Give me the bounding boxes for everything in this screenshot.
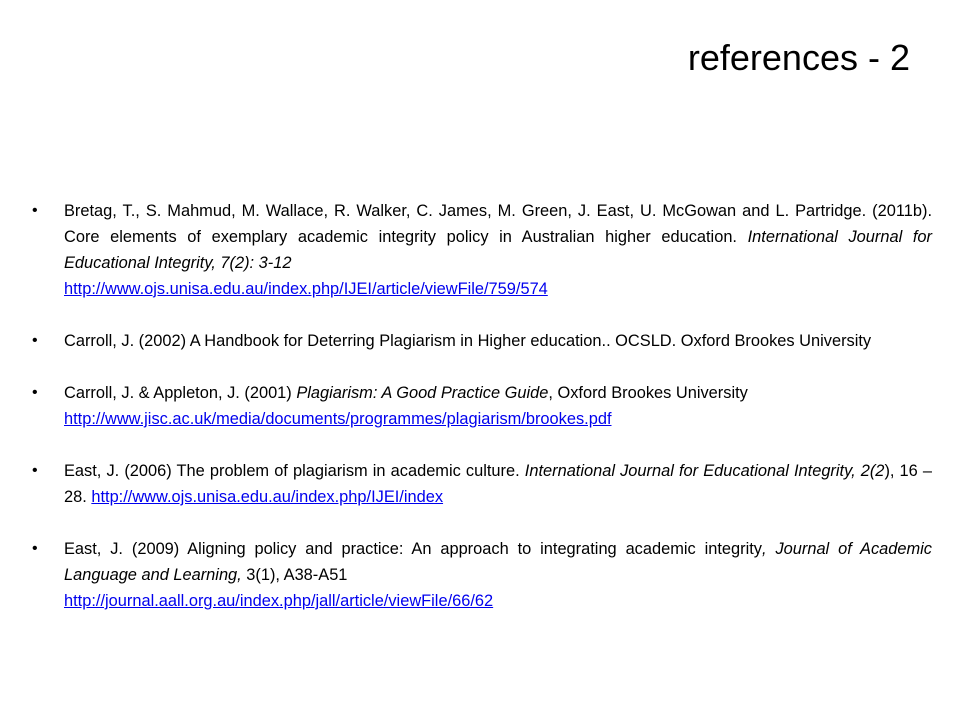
bullet-icon: • xyxy=(32,202,38,219)
bullet-icon: • xyxy=(32,462,38,479)
reference-text: Carroll, J. (2002) A Handbook for Deterring Plagiarism in Higher education.. OCSLD. Oxford Brookes University xyxy=(64,332,872,350)
reference-title: Plagiarism: A Good Practice Guide xyxy=(296,384,549,402)
reference-text-tail: 3(1), A38-A51 xyxy=(241,566,348,584)
reference-item-east-2006 xyxy=(32,458,932,510)
reference-journal: International Journal for Educational Integrity, 7(2): 3-12 xyxy=(64,228,932,272)
reference-link[interactable]: http://journal.aall.org.au/index.php/jall/article/viewFile/66/62 xyxy=(64,592,494,610)
reference-text: East, J. (2009) Aligning policy and practice: An approach to integrating academic integrity xyxy=(64,540,762,558)
reference-list xyxy=(32,198,932,614)
reference-text: Bretag, T., S. Mahmud, M. Wallace, R. Walker, C. James, M. Green, J. East, U. McGowan and L. Partridge. (2011b). Core elements of exemplary academic integrity policy in Australian higher education. xyxy=(64,202,932,246)
bullet-icon: • xyxy=(32,540,38,557)
bullet-icon: • xyxy=(32,384,38,401)
reference-journal: , Journal of Academic Language and Learning, xyxy=(64,540,933,584)
reference-item-east-2009 xyxy=(32,536,932,614)
reference-text-tail: ), 16 – 28. xyxy=(64,462,933,506)
reference-item-carroll-2002 xyxy=(32,328,932,354)
reference-text-tail: , Oxford Brookes University xyxy=(548,384,748,402)
reference-text: Carroll, J. & Appleton, J. (2001) xyxy=(64,384,297,402)
reference-text: East, J. (2006) The problem of plagiarism in academic culture. xyxy=(64,462,525,480)
reference-item-carroll-appleton xyxy=(32,380,932,432)
reference-link[interactable]: http://www.ojs.unisa.edu.au/index.php/IJEI/article/viewFile/759/574 xyxy=(64,280,548,298)
bullet-icon: • xyxy=(32,332,38,349)
slide-title: references - 2 xyxy=(687,37,910,78)
reference-link[interactable]: http://www.jisc.ac.uk/media/documents/programmes/plagiarism/brookes.pdf xyxy=(64,410,612,428)
reference-item-bretag xyxy=(32,198,932,302)
reference-link[interactable]: http://www.ojs.unisa.edu.au/index.php/IJEI/index xyxy=(91,488,444,506)
reference-journal: International Journal for Educational Integrity, 2(2 xyxy=(524,462,885,480)
